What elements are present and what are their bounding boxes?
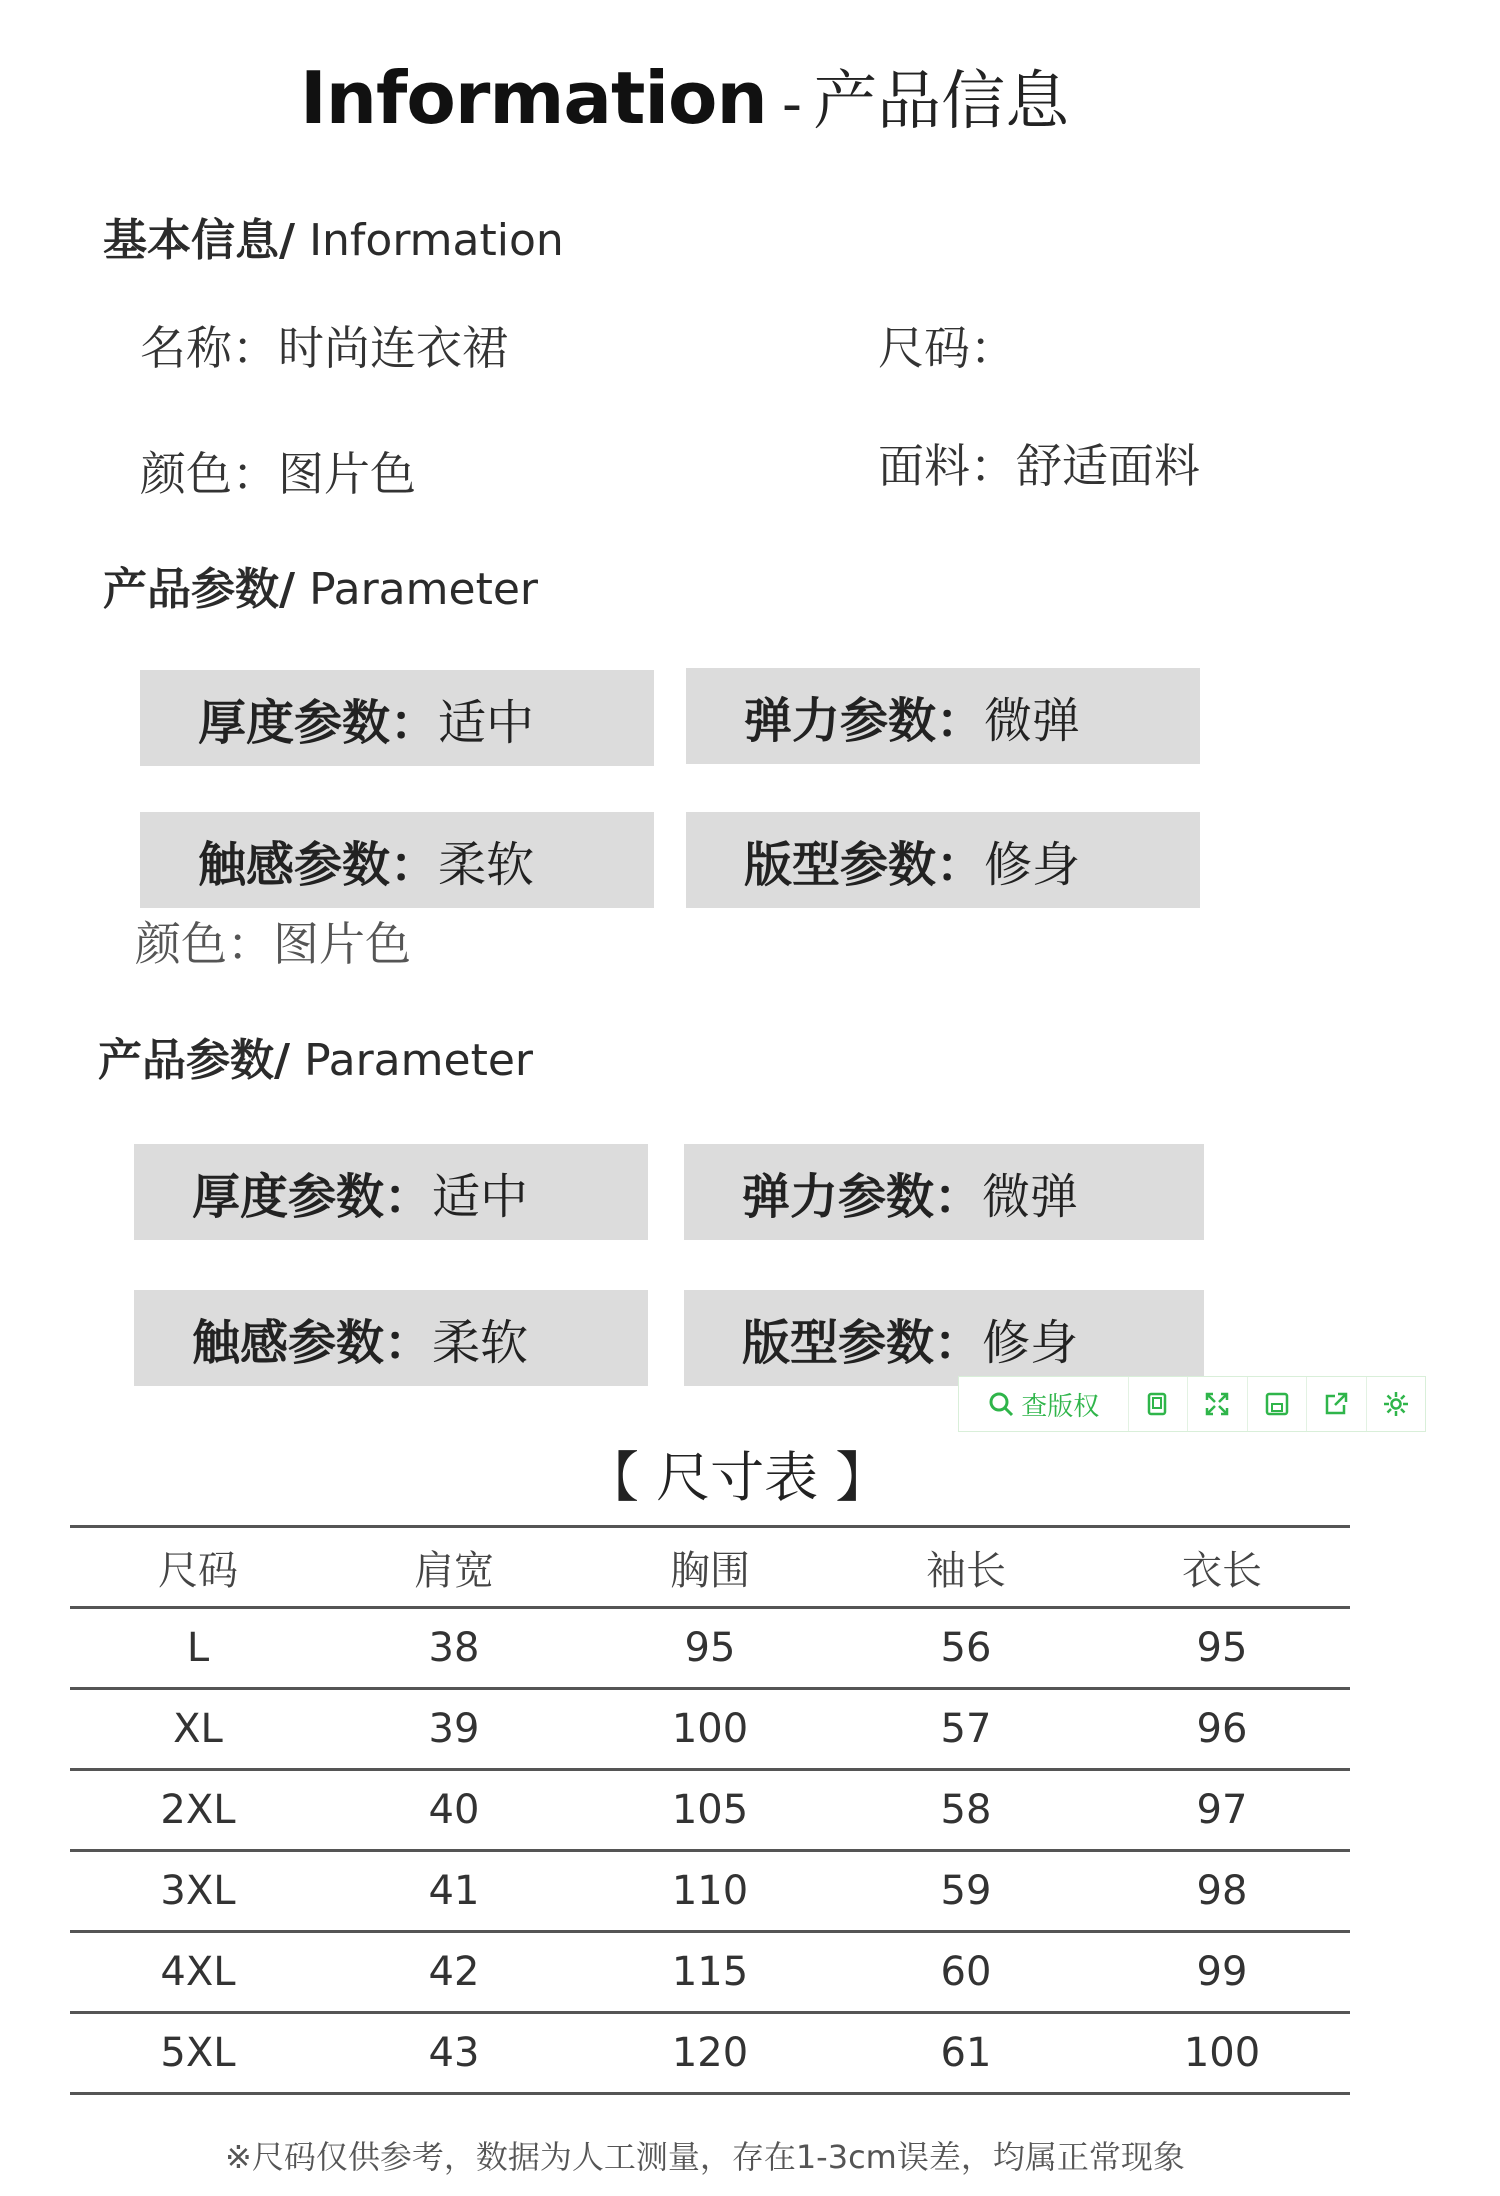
table-cell: 41 bbox=[326, 1851, 582, 1932]
product-fabric: 面料：舒适面料 bbox=[878, 439, 1200, 493]
basic-info-heading: 基本信息/ Information bbox=[103, 215, 564, 266]
table-cell: 5XL bbox=[70, 2013, 326, 2094]
table-cell: 105 bbox=[582, 1770, 838, 1851]
size-table-title: 【 尺寸表 】 bbox=[585, 1446, 890, 1509]
column-header: 衣长 bbox=[1094, 1527, 1350, 1608]
expand-icon bbox=[1204, 1391, 1230, 1417]
table-cell: 2XL bbox=[70, 1770, 326, 1851]
save-button[interactable] bbox=[1248, 1377, 1308, 1431]
table-row bbox=[70, 2013, 1350, 2094]
product-color: 颜色：图片色 bbox=[140, 447, 416, 501]
table-row bbox=[70, 1932, 1350, 2013]
table-cell: 115 bbox=[582, 1932, 838, 2013]
table-cell: 98 bbox=[1094, 1851, 1350, 1932]
params-heading-2: 产品参数/ Parameter bbox=[98, 1035, 533, 1086]
column-header: 肩宽 bbox=[326, 1527, 582, 1608]
column-header: 胸围 bbox=[582, 1527, 838, 1608]
param-fit-2: 版型参数： 修身 bbox=[684, 1290, 1204, 1386]
param-touch-2: 触感参数： 柔软 bbox=[134, 1290, 648, 1386]
share-button[interactable] bbox=[1307, 1377, 1367, 1431]
table-cell: 38 bbox=[326, 1608, 582, 1689]
product-name: 名称：时尚连衣裙 bbox=[140, 321, 508, 375]
size-table bbox=[70, 1525, 1350, 2095]
table-cell: 56 bbox=[838, 1608, 1094, 1689]
param-thickness: 厚度参数： 适中 bbox=[140, 670, 654, 766]
table-cell: XL bbox=[70, 1689, 326, 1770]
params-heading-1: 产品参数/ Parameter bbox=[103, 564, 538, 615]
gear-icon bbox=[1382, 1390, 1410, 1418]
param-fit: 版型参数： 修身 bbox=[686, 812, 1200, 908]
check-copyright-button[interactable]: 查版权 bbox=[959, 1377, 1129, 1431]
table-cell: 95 bbox=[582, 1608, 838, 1689]
table-cell: 42 bbox=[326, 1932, 582, 2013]
fullscreen-button[interactable] bbox=[1188, 1377, 1248, 1431]
table-cell: 110 bbox=[582, 1851, 838, 1932]
table-cell: 43 bbox=[326, 2013, 582, 2094]
table-cell: 96 bbox=[1094, 1689, 1350, 1770]
table-cell: 120 bbox=[582, 2013, 838, 2094]
title-separator: - bbox=[781, 72, 803, 137]
title-english: Information bbox=[300, 56, 767, 140]
table-cell: 97 bbox=[1094, 1770, 1350, 1851]
column-header: 尺码 bbox=[70, 1527, 326, 1608]
column-header: 袖长 bbox=[838, 1527, 1094, 1608]
param-touch: 触感参数： 柔软 bbox=[140, 812, 654, 908]
search-icon bbox=[987, 1390, 1015, 1418]
page-title bbox=[300, 50, 1069, 142]
copy-icon bbox=[1145, 1391, 1171, 1417]
settings-button[interactable] bbox=[1367, 1377, 1426, 1431]
table-cell: 58 bbox=[838, 1770, 1094, 1851]
product-size: 尺码： bbox=[878, 321, 1016, 375]
table-cell: 95 bbox=[1094, 1608, 1350, 1689]
cropped-text-line: 颜色：图片色 bbox=[135, 917, 411, 971]
table-cell: 60 bbox=[838, 1932, 1094, 2013]
table-cell: 40 bbox=[326, 1770, 582, 1851]
table-cell: 57 bbox=[838, 1689, 1094, 1770]
table-cell: 3XL bbox=[70, 1851, 326, 1932]
param-thickness-2: 厚度参数： 适中 bbox=[134, 1144, 648, 1240]
table-cell: 61 bbox=[838, 2013, 1094, 2094]
copy-button[interactable] bbox=[1129, 1377, 1189, 1431]
param-elasticity: 弹力参数： 微弹 bbox=[686, 668, 1200, 764]
title-chinese: 产品信息 bbox=[813, 65, 1070, 139]
table-row bbox=[70, 1608, 1350, 1689]
table-cell: 99 bbox=[1094, 1932, 1350, 2013]
table-cell: 59 bbox=[838, 1851, 1094, 1932]
table-header-row bbox=[70, 1527, 1350, 1608]
table-cell: 100 bbox=[1094, 2013, 1350, 2094]
image-toolbar bbox=[958, 1376, 1426, 1432]
table-cell: 4XL bbox=[70, 1932, 326, 2013]
table-cell: 39 bbox=[326, 1689, 582, 1770]
share-icon bbox=[1323, 1391, 1349, 1417]
table-row bbox=[70, 1770, 1350, 1851]
table-row bbox=[70, 1851, 1350, 1932]
size-note: ※尺码仅供参考，数据为人工测量，存在1-3cm误差，均属正常现象 bbox=[225, 2138, 1185, 2176]
save-icon bbox=[1264, 1391, 1290, 1417]
param-elasticity-2: 弹力参数： 微弹 bbox=[684, 1144, 1204, 1240]
table-row bbox=[70, 1689, 1350, 1770]
table-cell: L bbox=[70, 1608, 326, 1689]
table-cell: 100 bbox=[582, 1689, 838, 1770]
